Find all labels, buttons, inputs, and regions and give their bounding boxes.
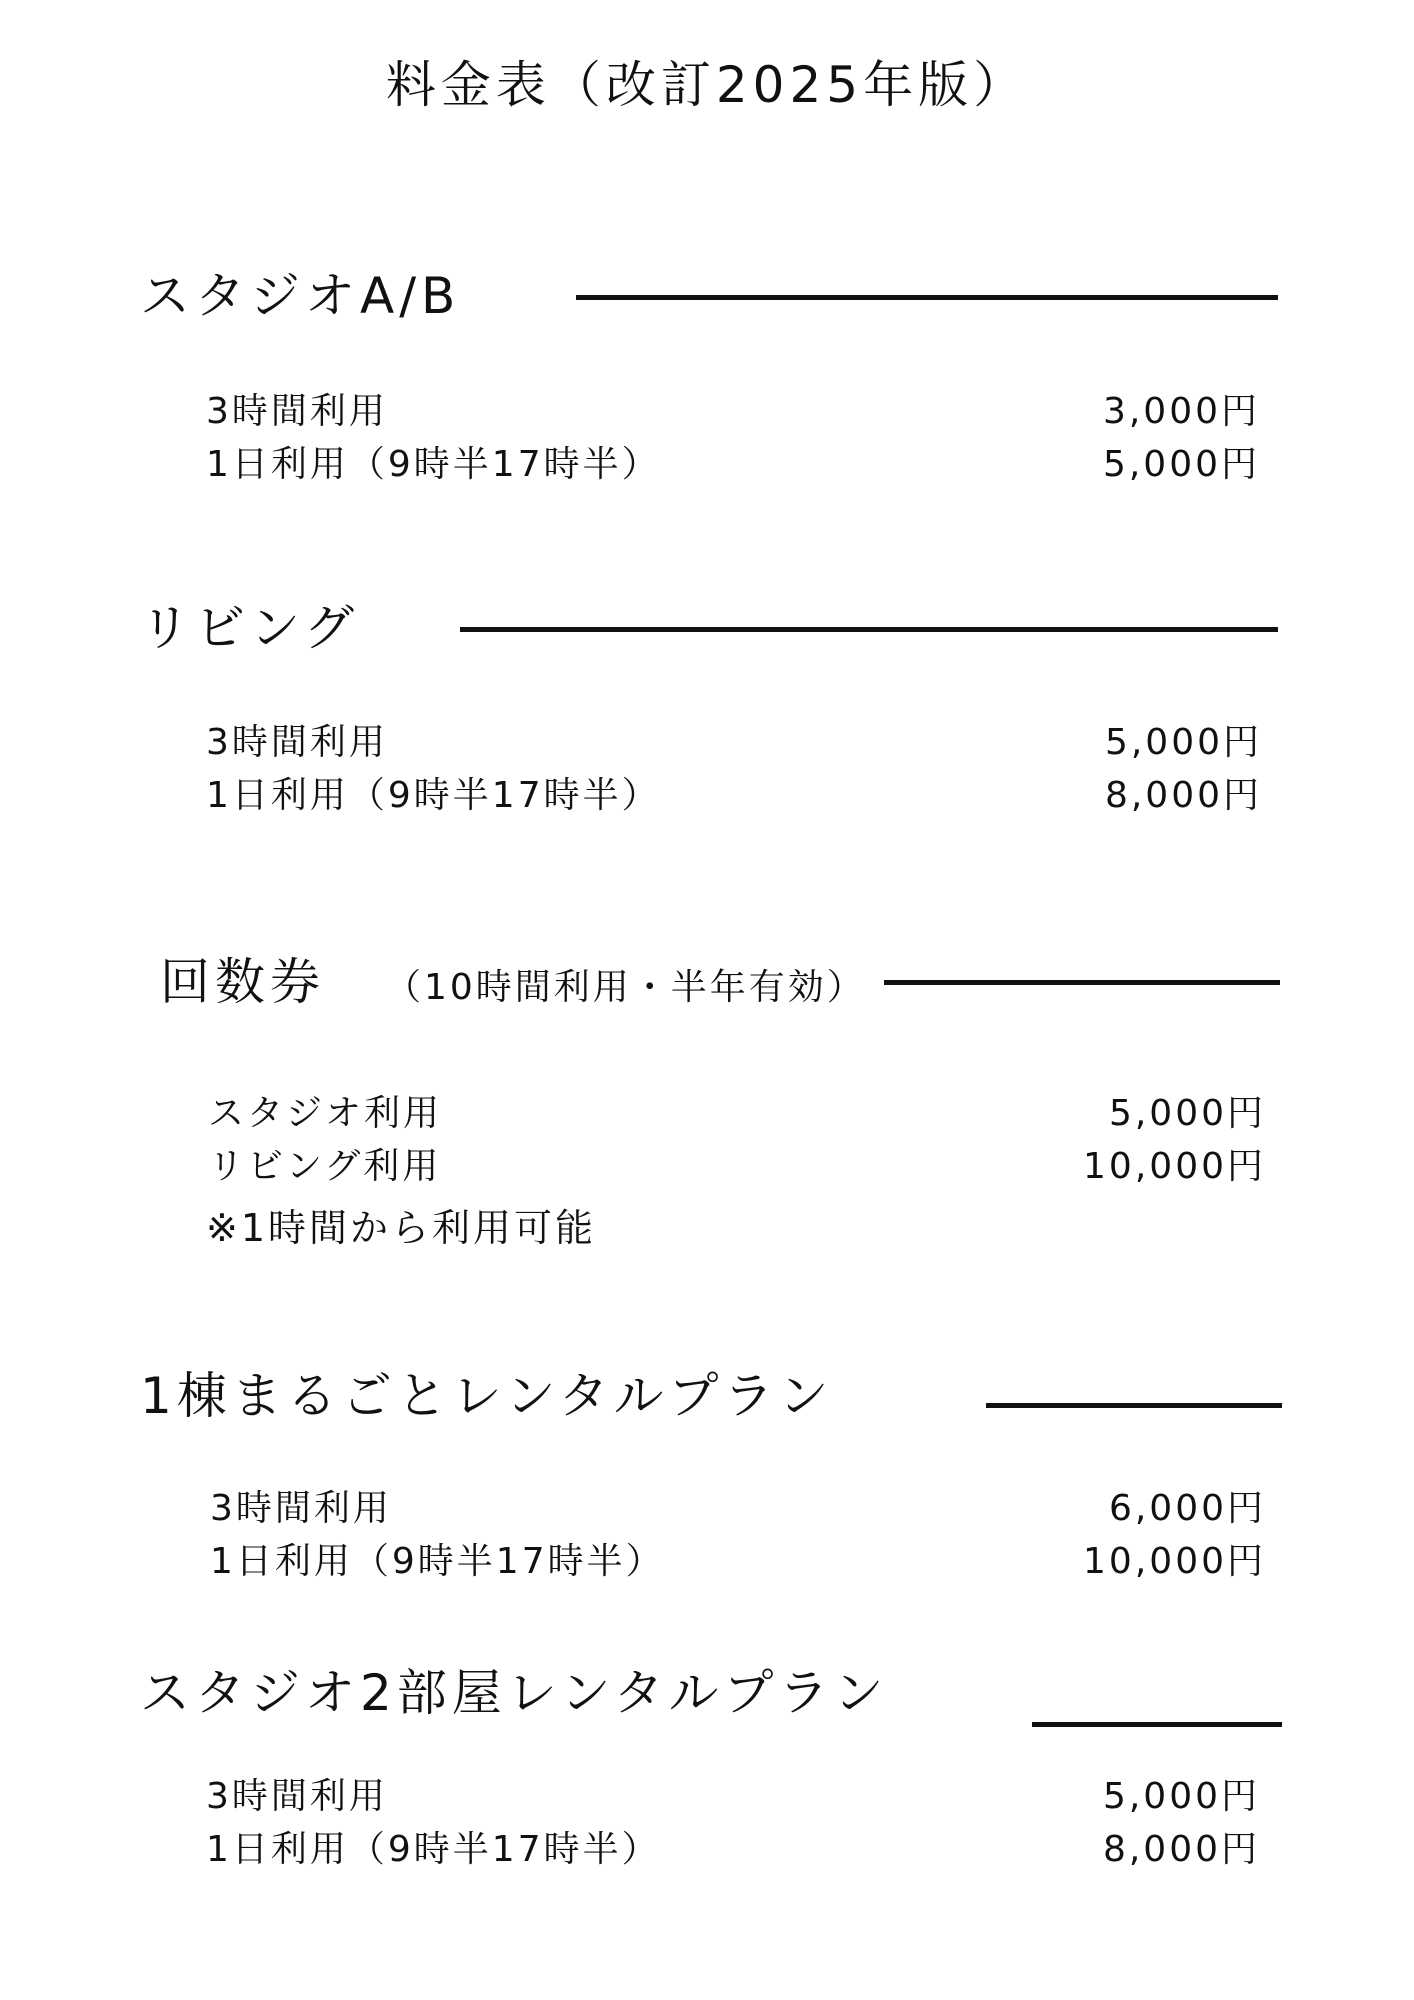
- section-divider-line: [460, 627, 1278, 632]
- section-divider-line: [884, 980, 1280, 985]
- plan-price: 5,000円: [1104, 722, 1262, 763]
- plan-label: 3時間利用: [206, 391, 388, 432]
- section-heading-studio-ab: [140, 266, 460, 338]
- price-row: [206, 387, 1260, 437]
- section-note: （10時間利用・半年有効）: [385, 967, 866, 1008]
- section-title: 回数券: [160, 953, 325, 1011]
- section-title: リビング: [140, 599, 359, 657]
- section-heading-whole-building: [140, 1366, 834, 1438]
- section-title: 1棟まるごとレンタルプラン: [140, 1367, 834, 1425]
- price-row: [206, 440, 1260, 490]
- plan-price: 8,000円: [1102, 1829, 1260, 1870]
- price-row: [206, 1825, 1260, 1875]
- plan-label: スタジオ利用: [208, 1093, 443, 1134]
- price-row: [208, 1089, 1266, 1139]
- plan-price: 5,000円: [1108, 1093, 1266, 1134]
- price-row: [206, 771, 1262, 821]
- plan-price: 5,000円: [1102, 1776, 1260, 1817]
- plan-price: 10,000円: [1083, 1541, 1266, 1582]
- section-divider-line: [986, 1403, 1282, 1408]
- price-row: [208, 1142, 1266, 1192]
- plan-price: 8,000円: [1104, 775, 1262, 816]
- plan-price: 10,000円: [1083, 1146, 1266, 1187]
- section-title: スタジオ2部屋レンタルプラン: [140, 1664, 889, 1722]
- section-divider-line: [576, 295, 1278, 300]
- section-heading-coupon: [160, 952, 866, 1024]
- price-row: [210, 1484, 1266, 1534]
- plan-price: 3,000円: [1102, 391, 1260, 432]
- section-heading-living: [140, 598, 359, 670]
- section-heading-two-studios: [140, 1663, 889, 1735]
- price-row: [206, 1772, 1260, 1822]
- price-row: [210, 1537, 1266, 1587]
- plan-label: 3時間利用: [206, 1776, 388, 1817]
- plan-label: 1日利用（9時半17時半）: [206, 444, 661, 485]
- plan-label: 1日利用（9時半17時半）: [210, 1541, 665, 1582]
- page-title: 料金表（改訂2025年版）: [385, 56, 1029, 114]
- plan-label: 3時間利用: [206, 722, 388, 763]
- plan-label: 1日利用（9時半17時半）: [206, 775, 661, 816]
- section-divider-line: [1032, 1722, 1282, 1727]
- plan-label: 3時間利用: [210, 1488, 392, 1529]
- price-row: [206, 718, 1262, 768]
- coupon-footnote: ※1時間から利用可能: [206, 1206, 597, 1250]
- plan-label: 1日利用（9時半17時半）: [206, 1829, 661, 1870]
- plan-price: 6,000円: [1108, 1488, 1266, 1529]
- section-title: スタジオA/B: [140, 267, 461, 325]
- plan-price: 5,000円: [1102, 444, 1260, 485]
- plan-label: リビング利用: [208, 1146, 442, 1187]
